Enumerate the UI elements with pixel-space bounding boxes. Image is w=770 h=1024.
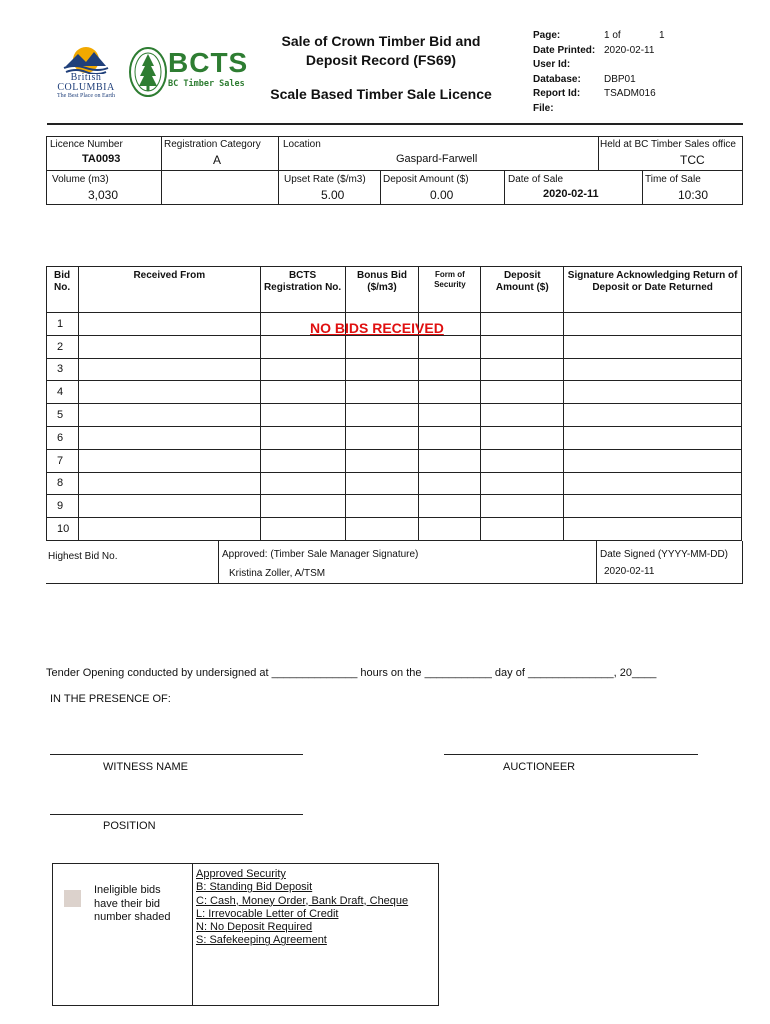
bc-government-logo	[48, 40, 124, 102]
report-meta-labels	[533, 29, 603, 116]
page-number: 1 of	[604, 30, 621, 41]
no-bids-received-notice: NO BIDS RECEIVED	[310, 320, 444, 336]
bid-row-cell	[260, 449, 345, 472]
bid-row-number: 7	[47, 449, 79, 472]
bid-row	[47, 495, 742, 518]
report-id-label: Report Id:	[533, 88, 581, 99]
header-bonus-bid: Bonus Bid ($/m3)	[345, 267, 419, 313]
bid-row-cell	[78, 495, 260, 518]
security-code-item: N: No Deposit Required	[196, 921, 313, 934]
security-code-item: L: Irrevocable Letter of Credit	[196, 907, 339, 920]
bid-row-cell	[260, 358, 345, 381]
date-signed-value: 2020-02-11	[604, 566, 655, 577]
bid-row-cell	[260, 381, 345, 404]
security-code-item: B: Standing Bid Deposit	[196, 881, 313, 894]
user-id-value	[604, 58, 704, 73]
bid-row-number: 4	[47, 381, 79, 404]
bid-row-cell	[564, 472, 742, 495]
bid-row-cell	[260, 335, 345, 358]
bid-row-cell	[78, 449, 260, 472]
bid-row-cell	[419, 381, 481, 404]
bid-row-number: 8	[47, 472, 79, 495]
bid-row-cell	[345, 472, 419, 495]
bid-row-cell	[481, 381, 564, 404]
bids-table-header	[47, 267, 742, 313]
bid-row-cell	[345, 381, 419, 404]
database-label: Database:	[533, 73, 581, 85]
time-of-sale-label: Time of Sale	[645, 174, 701, 185]
bid-row-cell	[419, 449, 481, 472]
upset-rate-label: Upset Rate ($/m3)	[284, 174, 366, 185]
highest-bid-label: Highest Bid No.	[48, 551, 118, 562]
bc-sun-mountain-icon	[48, 40, 124, 74]
held-at-office-value: TCC	[680, 153, 705, 167]
volume-value: 3,030	[88, 188, 119, 202]
licence-number-label: Licence Number	[50, 139, 123, 150]
bid-row-cell	[481, 472, 564, 495]
bc-logo-line1: British	[70, 72, 102, 83]
bid-row-cell	[564, 358, 742, 381]
form-title	[262, 32, 500, 70]
header-form-of-security: Form of Security	[419, 267, 481, 313]
page-label: Page:	[533, 30, 561, 41]
bid-row-number: 6	[47, 426, 79, 449]
bid-row	[47, 381, 742, 404]
volume-label: Volume (m3)	[52, 174, 109, 185]
bid-row-cell	[78, 518, 260, 541]
bid-row-number: 5	[47, 404, 79, 427]
deposit-amount-value: 0.00	[430, 188, 454, 202]
file-label: File:	[533, 102, 554, 114]
bid-row	[47, 449, 742, 472]
bid-row-cell	[78, 313, 260, 336]
header-divider	[47, 123, 743, 125]
date-of-sale-value: 2020-02-11	[543, 188, 599, 200]
security-codes-list	[196, 868, 408, 948]
bid-row-cell	[419, 404, 481, 427]
bid-row-cell	[345, 518, 419, 541]
bid-row-cell	[564, 426, 742, 449]
bid-row-cell	[260, 518, 345, 541]
bid-row-cell	[345, 449, 419, 472]
bcts-logo	[128, 46, 249, 98]
ineligible-shade-swatch	[64, 890, 81, 907]
bid-row-cell	[419, 472, 481, 495]
held-at-office-label: Held at BC Timber Sales office	[600, 139, 736, 150]
bid-row	[47, 335, 742, 358]
bid-row-cell	[481, 313, 564, 336]
tender-opening-statement: Tender Opening conducted by undersigned at ______________ hours on the ___________ day of ______________, 20____	[46, 667, 657, 679]
bid-row-cell	[78, 426, 260, 449]
bid-row-number: 3	[47, 358, 79, 381]
upset-rate-value: 5.00	[321, 188, 345, 202]
form-title-line1: Sale of Crown Timber Bid and	[281, 33, 481, 49]
ineligible-bids-note: Ineligible bids have their bid number shaded	[94, 884, 171, 923]
bid-row-cell	[260, 426, 345, 449]
bid-row	[47, 518, 742, 541]
header-bid-no: Bid No.	[47, 267, 79, 313]
bcts-logo-text: BCTS	[168, 47, 249, 78]
bids-table	[46, 266, 742, 541]
bid-row-cell	[345, 335, 419, 358]
database-value: DBP01	[604, 73, 636, 85]
bid-row-cell	[345, 404, 419, 427]
user-id-label: User Id:	[533, 59, 571, 70]
location-label: Location	[283, 139, 321, 150]
bid-row-cell	[481, 518, 564, 541]
bid-row-cell	[260, 404, 345, 427]
bid-row-cell	[78, 358, 260, 381]
bid-row-cell	[481, 358, 564, 381]
bid-row-number: 9	[47, 495, 79, 518]
bid-row-cell	[564, 404, 742, 427]
date-of-sale-label: Date of Sale	[508, 174, 564, 185]
position-label: POSITION	[103, 820, 156, 832]
bid-row	[47, 426, 742, 449]
witness-name-label: WITNESS NAME	[103, 761, 188, 773]
security-code-item: S: Safekeeping Agreement	[196, 934, 327, 947]
bid-row-cell	[564, 335, 742, 358]
bid-row-cell	[78, 404, 260, 427]
bid-row-cell	[419, 358, 481, 381]
location-value: Gaspard-Farwell	[396, 153, 478, 165]
bid-row-cell	[345, 495, 419, 518]
bid-row-cell	[419, 495, 481, 518]
bcts-logo-subtext: BC Timber Sales	[168, 79, 245, 89]
header-signature-return: Signature Acknowledging Return of Deposit or Date Returned	[564, 267, 742, 313]
report-meta-values	[604, 29, 704, 116]
deposit-amount-label: Deposit Amount ($)	[383, 174, 469, 185]
approved-signature-label: Approved: (Timber Sale Manager Signature)	[222, 549, 419, 560]
bid-row	[47, 404, 742, 427]
date-signed-label: Date Signed (YYYY-MM-DD)	[600, 549, 729, 560]
registration-category-label: Registration Category	[164, 139, 261, 150]
witness-signature-line	[50, 754, 303, 755]
time-of-sale-value: 10:30	[678, 188, 709, 202]
bid-row-cell	[481, 495, 564, 518]
header-bcts-registration: BCTS Registration No.	[260, 267, 345, 313]
report-id-value: TSADM016	[604, 88, 656, 99]
bid-row-cell	[419, 518, 481, 541]
date-printed-value: 2020-02-11	[604, 44, 655, 56]
form-subtitle: Scale Based Timber Sale Licence	[270, 86, 492, 102]
bcts-tree-seal-icon	[128, 46, 168, 98]
bid-row-number: 2	[47, 335, 79, 358]
bid-row-cell	[564, 495, 742, 518]
registration-category-value: A	[213, 153, 222, 167]
date-printed-label: Date Printed:	[533, 44, 596, 56]
bid-row-cell	[419, 335, 481, 358]
file-value	[604, 102, 704, 117]
security-code-item: C: Cash, Money Order, Bank Draft, Cheque	[196, 894, 409, 907]
auctioneer-label: AUCTIONEER	[503, 761, 576, 773]
bid-row-cell	[345, 358, 419, 381]
bid-row-cell	[260, 472, 345, 495]
page-total: 1	[659, 30, 665, 41]
approver-name: Kristina Zoller, A/TSM	[229, 568, 326, 579]
bid-row-cell	[564, 518, 742, 541]
bid-row-number: 1	[47, 313, 79, 336]
bid-row-cell	[564, 313, 742, 336]
bid-row-cell	[481, 449, 564, 472]
bid-row-cell	[78, 381, 260, 404]
bid-row-cell	[481, 335, 564, 358]
licence-number-value: TA0093	[82, 153, 121, 165]
header-received-from: Received From	[78, 267, 260, 313]
bid-row	[47, 472, 742, 495]
position-line	[50, 814, 303, 815]
bid-row-cell	[260, 495, 345, 518]
security-code-item: Approved Security	[196, 868, 286, 880]
form-title-line2: Deposit Record (FS69)	[305, 52, 457, 68]
bid-row-cell	[564, 449, 742, 472]
bid-row-cell	[78, 335, 260, 358]
bid-row-cell	[564, 381, 742, 404]
bid-row-cell	[419, 426, 481, 449]
bc-logo-tagline: The Best Place on Earth	[57, 93, 115, 99]
bid-row-cell	[481, 426, 564, 449]
bid-row-number: 10	[47, 518, 79, 541]
auctioneer-signature-line	[444, 754, 698, 755]
bid-row-cell	[481, 404, 564, 427]
bid-row-cell	[345, 426, 419, 449]
security-legend-box	[52, 863, 439, 1006]
bid-row	[47, 358, 742, 381]
in-presence-of-label: IN THE PRESENCE OF:	[50, 693, 171, 705]
bid-row-cell	[78, 472, 260, 495]
header-deposit-amount: Deposit Amount ($)	[481, 267, 564, 313]
bc-logo-line2: COLUMBIA	[57, 82, 115, 93]
